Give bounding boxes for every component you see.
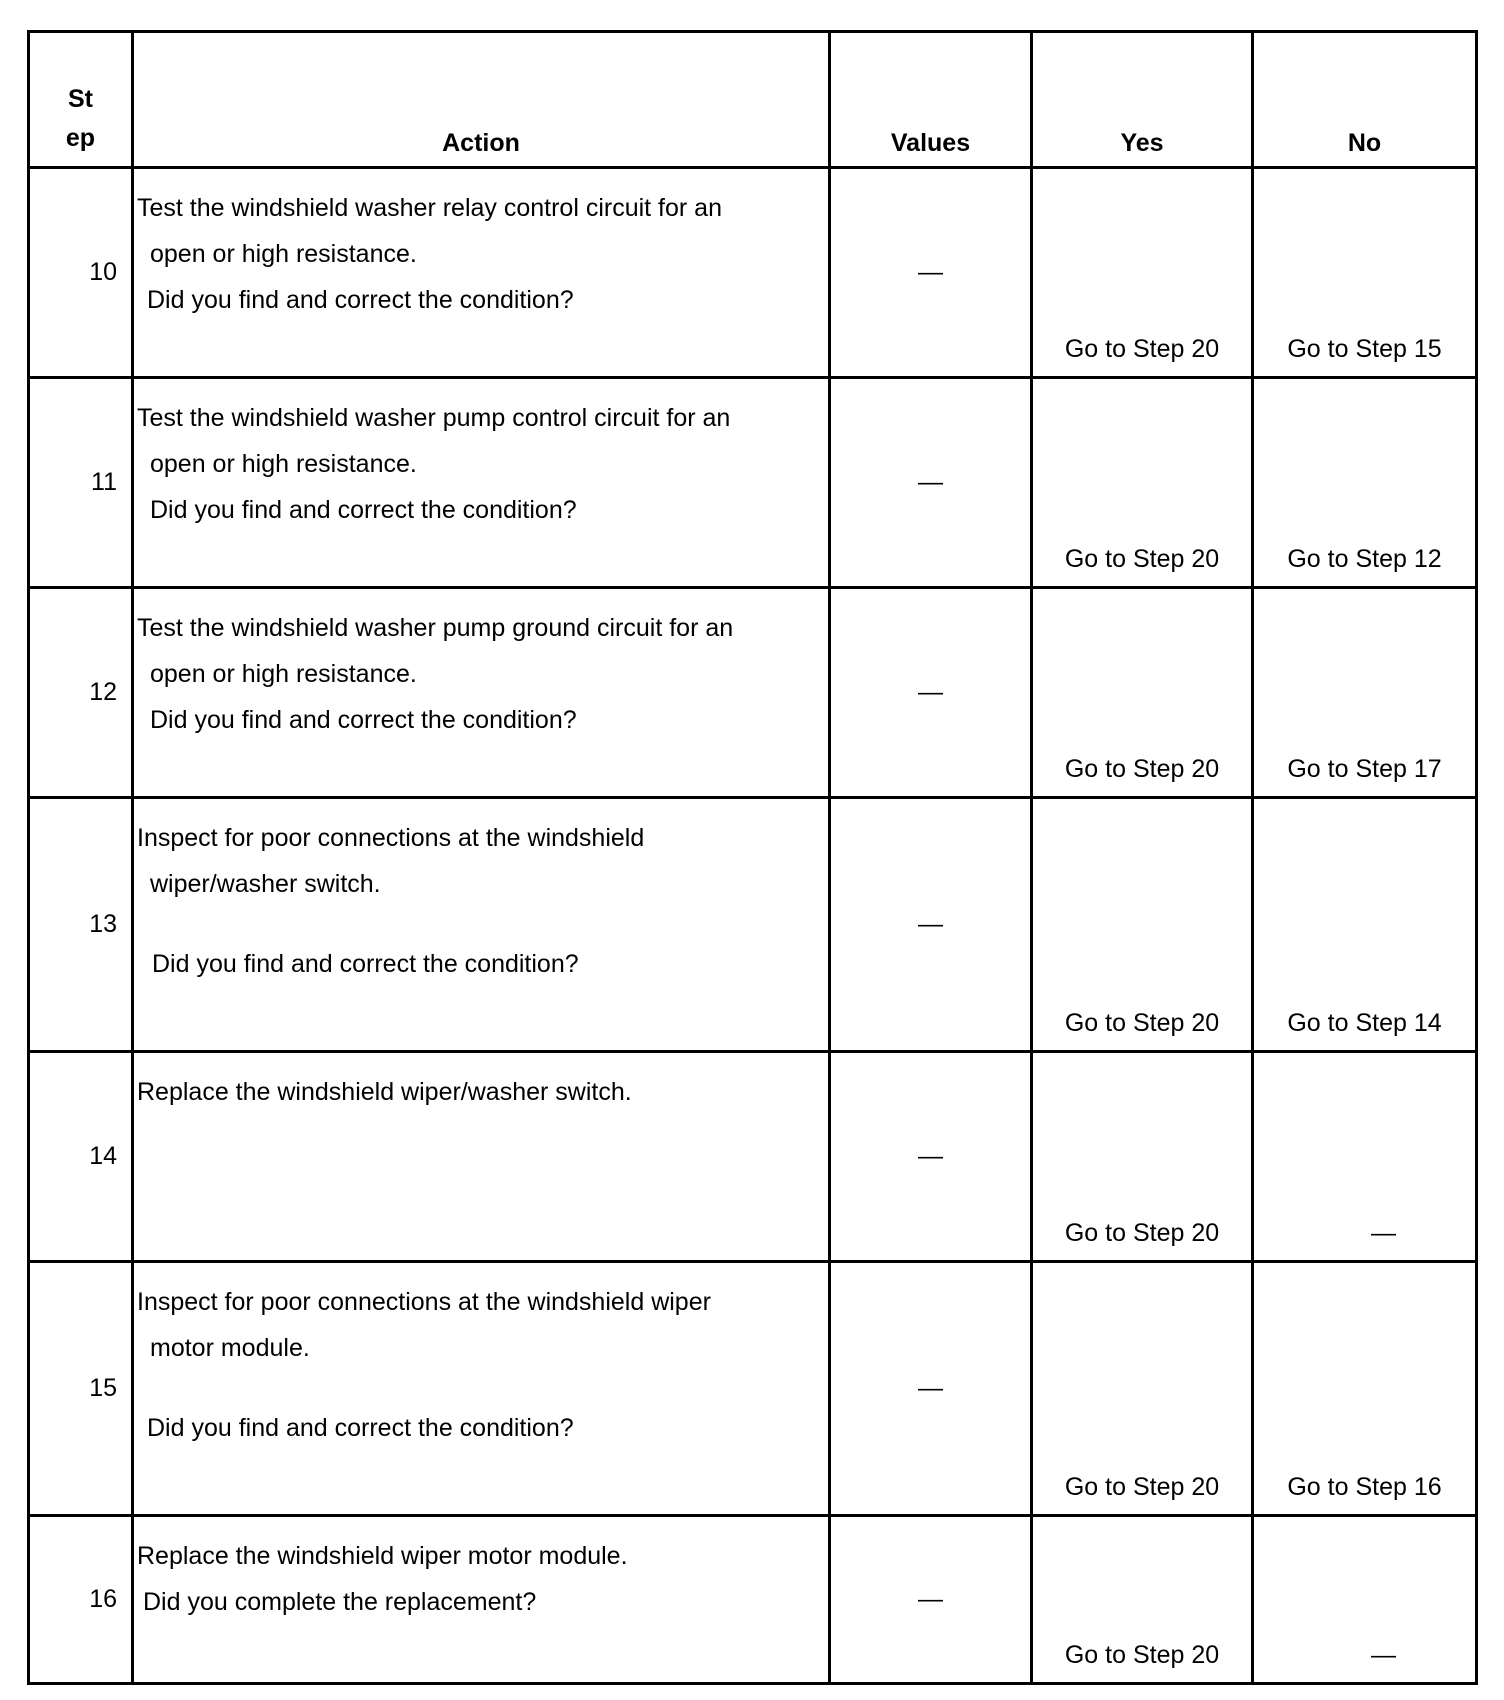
step-number: 15	[29, 1262, 133, 1516]
yes-cell: Go to Step 20	[1032, 378, 1253, 588]
no-cell: Go to Step 16	[1253, 1262, 1477, 1516]
header-step	[29, 32, 133, 168]
action-line: Inspect for poor connections at the windshield wiper	[137, 1288, 711, 1316]
header-action: Action	[133, 32, 830, 168]
action-cell	[133, 378, 830, 588]
yes-cell: Go to Step 20	[1032, 1516, 1253, 1684]
table-row	[29, 1516, 1477, 1684]
no-cell: —	[1253, 1516, 1477, 1684]
table-row	[29, 378, 1477, 588]
no-cell: Go to Step 14	[1253, 798, 1477, 1052]
step-number: 14	[29, 1052, 133, 1262]
action-line: Did you find and correct the condition?	[152, 950, 579, 978]
yes-cell: Go to Step 20	[1032, 798, 1253, 1052]
action-line: Test the windshield washer pump ground circuit for an	[137, 614, 734, 642]
step-number: 10	[29, 168, 133, 378]
action-line: Did you find and correct the condition?	[147, 286, 574, 314]
table-row	[29, 1052, 1477, 1262]
step-number: 11	[29, 378, 133, 588]
table-row	[29, 168, 1477, 378]
action-line: Did you complete the replacement?	[143, 1588, 537, 1616]
action-line: open or high resistance.	[150, 450, 417, 478]
header-step-line2: ep	[65, 124, 96, 152]
no-cell: Go to Step 17	[1253, 588, 1477, 798]
action-line: Did you find and correct the condition?	[150, 496, 577, 524]
table-row	[29, 1262, 1477, 1516]
values-cell: —	[830, 588, 1032, 798]
action-cell	[133, 1516, 830, 1684]
action-line: Replace the windshield wiper/washer switch.	[137, 1078, 632, 1106]
diagnostic-table	[27, 30, 1478, 1685]
yes-cell: Go to Step 20	[1032, 588, 1253, 798]
table-row	[29, 588, 1477, 798]
action-line: open or high resistance.	[150, 660, 417, 688]
action-line: Did you find and correct the condition?	[150, 706, 577, 734]
action-line: wiper/washer switch.	[150, 870, 381, 898]
action-line: open or high resistance.	[150, 240, 417, 268]
values-cell: —	[830, 1262, 1032, 1516]
header-yes: Yes	[1032, 32, 1253, 168]
action-line: Inspect for poor connections at the windshield	[137, 824, 645, 852]
step-number: 16	[29, 1516, 133, 1684]
values-cell: —	[830, 798, 1032, 1052]
no-cell: Go to Step 12	[1253, 378, 1477, 588]
action-line: Test the windshield washer pump control circuit for an	[137, 404, 731, 432]
line-gap	[137, 907, 824, 941]
yes-cell: Go to Step 20	[1032, 168, 1253, 378]
action-cell	[133, 798, 830, 1052]
values-cell: —	[830, 1052, 1032, 1262]
action-line: Test the windshield washer relay control circuit for an	[137, 194, 722, 222]
no-cell: —	[1253, 1052, 1477, 1262]
step-number: 12	[29, 588, 133, 798]
header-row	[29, 32, 1477, 168]
values-cell: —	[830, 1516, 1032, 1684]
yes-cell: Go to Step 20	[1032, 1052, 1253, 1262]
action-cell	[133, 588, 830, 798]
header-no: No	[1253, 32, 1477, 168]
table-row	[29, 798, 1477, 1052]
no-cell: Go to Step 15	[1253, 168, 1477, 378]
action-line: Did you find and correct the condition?	[147, 1414, 574, 1442]
line-gap	[137, 1371, 824, 1405]
yes-cell: Go to Step 20	[1032, 1262, 1253, 1516]
header-values: Values	[830, 32, 1032, 168]
header-step-line1: St	[68, 85, 93, 113]
values-cell: —	[830, 168, 1032, 378]
action-line: motor module.	[150, 1334, 310, 1362]
values-cell: —	[830, 378, 1032, 588]
action-cell	[133, 1262, 830, 1516]
action-line: Replace the windshield wiper motor module.	[137, 1542, 628, 1570]
step-number: 13	[29, 798, 133, 1052]
action-cell	[133, 168, 830, 378]
action-cell	[133, 1052, 830, 1262]
